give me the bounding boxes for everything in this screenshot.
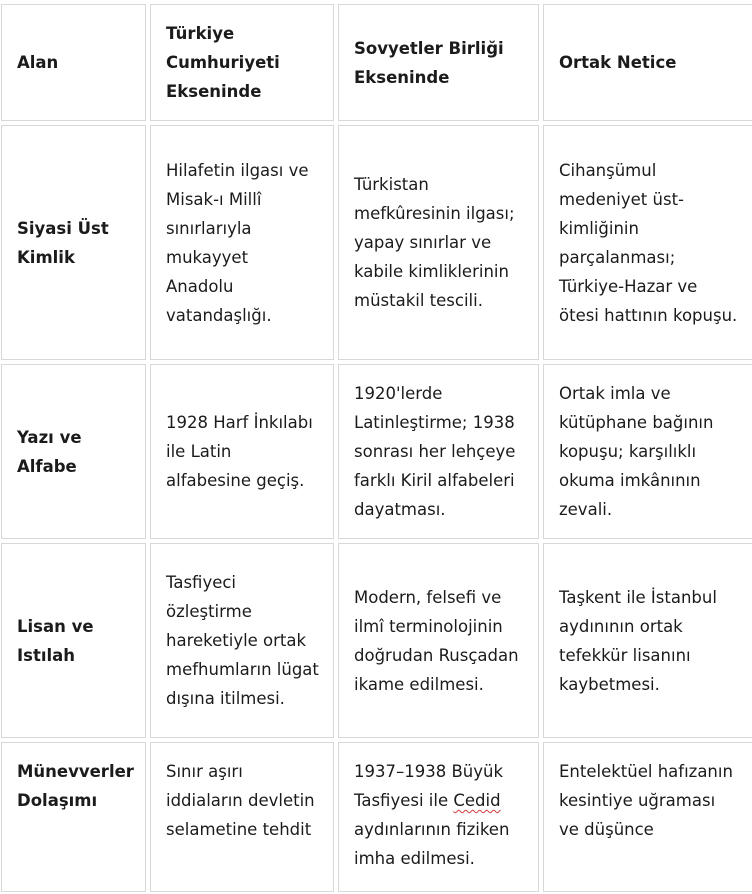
soviet-text-before: 1937–1938 Büyük Tasfiyesi ile [354,762,504,810]
row-soviet-cell: Modern, felsefi ve ilmî terminolojinin doğrudan Rusçadan ikame edilmesi. [338,543,539,738]
row-common-cell: Taşkent ile İstanbul aydınının ortak tefekkür lisanını kaybetmesi. [543,543,752,738]
header-row [1,4,752,121]
row-turkey-cell: Sınır aşırı iddiaların devletin selametine tehdit [150,742,334,892]
header-soviet: Sovyetler Birliği Ekseninde [338,4,539,121]
table-row [1,742,752,892]
row-area-cell: Münevverler Dolaşımı [1,742,146,892]
row-soviet-cell: 1920'lerde Latinleştirme; 1938 sonrası her lehçeye farklı Kiril alfabeleri dayatması. [338,364,539,539]
soviet-text-after: aydınlarının fiziken imha edilmesi. [354,820,510,868]
table-row [1,364,752,539]
row-area-cell: Siyasi Üst Kimlik [1,125,146,360]
row-soviet-cell: Türkistan mefkûresinin ilgası; yapay sınırlar ve kabile kimliklerinin müstakil tescili. [338,125,539,360]
table-row [1,125,752,360]
row-soviet-cell [338,742,539,892]
row-turkey-cell: Hilafetin ilgası ve Misak-ı Millî sınırlarıyla mukayyet Anadolu vatandaşlığı. [150,125,334,360]
row-turkey-cell: Tasfiyeci özleştirme hareketiyle ortak mefhumların lügat dışına itilmesi. [150,543,334,738]
spellcheck-marked-word[interactable]: Cedid [453,791,501,810]
row-area-cell: Lisan ve Istılah [1,543,146,738]
header-area: Alan [1,4,146,121]
row-common-cell: Ortak imla ve kütüphane bağının kopuşu; karşılıklı okuma imkânının zevali. [543,364,752,539]
header-turkey: Türkiye Cumhuriyeti Ekseninde [150,4,334,121]
header-common: Ortak Netice [543,4,752,121]
row-area-cell: Yazı ve Alfabe [1,364,146,539]
row-common-cell: Entelektüel hafızanın kesintiye uğraması ve düşünce [543,742,752,892]
row-common-cell: Cihanşümul medeniyet üst-kimliğinin parçalanması; Türkiye-Hazar ve ötesi hattının kopuşu. [543,125,752,360]
table-row [1,543,752,738]
row-turkey-cell: 1928 Harf İnkılabı ile Latin alfabesine geçiş. [150,364,334,539]
